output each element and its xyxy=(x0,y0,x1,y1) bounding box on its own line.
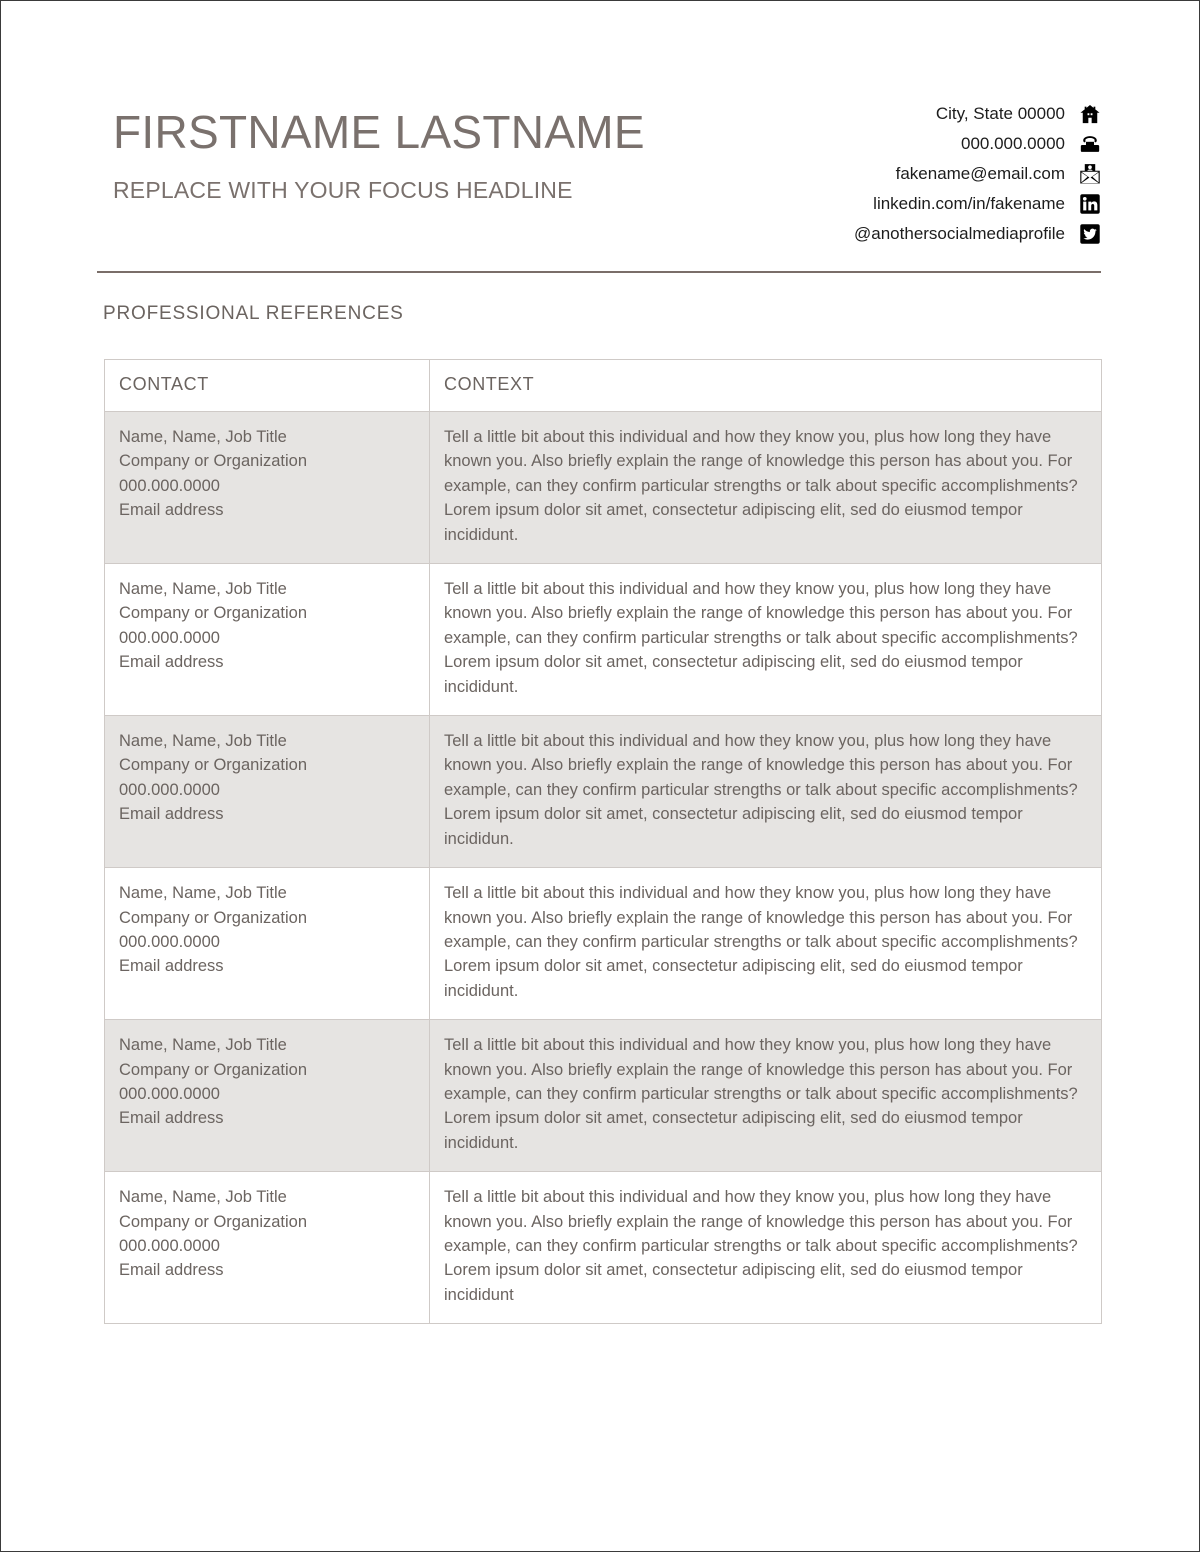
telephone-icon xyxy=(1079,133,1101,155)
column-header-context: CONTEXT xyxy=(430,360,1102,412)
table-row xyxy=(105,716,1102,868)
contact-phone: 000.000.0000 xyxy=(119,1084,220,1103)
contact-cell xyxy=(105,412,430,564)
table-row xyxy=(105,1020,1102,1172)
contact-twitter-text: @anothersocialmediaprofile xyxy=(854,224,1065,243)
contact-row-location xyxy=(936,101,1101,127)
context-cell: Tell a little bit about this individual and how they know you, plus how long they have known you. Also briefly explain the range of knowledge this person has about you. For example, can they confirm particular strengths or talk about specific accomplishments? Lorem ipsum dolor sit amet, consectetur adipiscing elit, sed do eiusmod tempor incididunt. xyxy=(430,412,1102,564)
contact-email: Email address xyxy=(119,1109,224,1128)
contact-company: Company or Organization xyxy=(119,756,308,775)
contact-row-linkedin xyxy=(873,191,1101,217)
section-title-professional-references: PROFESSIONAL REFERENCES xyxy=(103,303,404,324)
context-cell: Tell a little bit about this individual and how they know you, plus how long they have known you. Also briefly explain the range of knowledge this person has about you. For example, can they confirm particular strengths or talk about specific accomplishments? Lorem ipsum dolor sit amet, consectetur adipiscing elit, sed do eiusmod tempor incididunt. xyxy=(430,1020,1102,1172)
contact-name: Name, Name, Job Title xyxy=(119,1036,287,1055)
contact-email: Email address xyxy=(119,1261,224,1280)
table-row xyxy=(105,1172,1102,1324)
contact-phone: 000.000.0000 xyxy=(119,628,220,647)
contact-email: Email address xyxy=(119,653,224,672)
contact-cell xyxy=(105,564,430,716)
contact-email: Email address xyxy=(119,957,224,976)
contact-phone-text: 000.000.0000 xyxy=(961,134,1065,153)
context-cell: Tell a little bit about this individual and how they know you, plus how long they have known you. Also briefly explain the range of knowledge this person has about you. For example, can they confirm particular strengths or talk about specific accomplishments? Lorem ipsum dolor sit amet, consectetur adipiscing elit, sed do eiusmod tempor incididunt. xyxy=(430,564,1102,716)
contact-company: Company or Organization xyxy=(119,452,308,471)
contact-row-twitter xyxy=(854,221,1101,247)
column-header-contact: CONTACT xyxy=(105,360,430,412)
contact-phone: 000.000.0000 xyxy=(119,1236,220,1255)
contact-cell xyxy=(105,868,430,1020)
contact-email-text: fakename@email.com xyxy=(895,164,1065,183)
contact-company: Company or Organization xyxy=(119,1060,308,1079)
context-cell: Tell a little bit about this individual and how they know you, plus how long they have known you. Also briefly explain the range of knowledge this person has about you. For example, can they confirm particular strengths or talk about specific accomplishments? Lorem ipsum dolor sit amet, consectetur adipiscing elit, sed do eiusmod tempor incididun. xyxy=(430,716,1102,868)
contact-phone: 000.000.0000 xyxy=(119,780,220,799)
home-icon xyxy=(1079,103,1101,125)
name-block xyxy=(113,106,645,203)
contact-name: Name, Name, Job Title xyxy=(119,732,287,751)
table-row xyxy=(105,412,1102,564)
contact-cell xyxy=(105,1172,430,1324)
table-header xyxy=(105,360,1102,412)
contact-cell xyxy=(105,1020,430,1172)
context-cell: Tell a little bit about this individual and how they know you, plus how long they have known you. Also briefly explain the range of knowledge this person has about you. For example, can they confirm particular strengths or talk about specific accomplishments? Lorem ipsum dolor sit amet, consectetur adipiscing elit, sed do eiusmod tempor incididunt xyxy=(430,1172,1102,1324)
contact-company: Company or Organization xyxy=(119,604,308,623)
page-content xyxy=(97,1,1101,1304)
contact-row-phone xyxy=(961,131,1101,157)
contact-name: Name, Name, Job Title xyxy=(119,428,287,446)
linkedin-icon xyxy=(1079,193,1101,215)
context-cell: Tell a little bit about this individual and how they know you, plus how long they have known you. Also briefly explain the range of knowledge this person has about you. For example, can they confirm particular strengths or talk about specific accomplishments? Lorem ipsum dolor sit amet, consectetur adipiscing elit, sed do eiusmod tempor incididunt. xyxy=(430,868,1102,1020)
table-body xyxy=(105,412,1102,1324)
email-contact-icon xyxy=(1079,163,1101,185)
contact-linkedin-text: linkedin.com/in/fakename xyxy=(873,194,1065,213)
table-row xyxy=(105,868,1102,1020)
contact-phone: 000.000.0000 xyxy=(119,932,220,951)
contact-email: Email address xyxy=(119,501,224,520)
contact-email: Email address xyxy=(119,805,224,824)
focus-headline: REPLACE WITH YOUR FOCUS HEADLINE xyxy=(113,177,573,203)
contact-location-text: City, State 00000 xyxy=(935,104,1065,123)
contact-name: Name, Name, Job Title xyxy=(119,1188,287,1207)
twitter-icon xyxy=(1079,223,1101,245)
contact-cell xyxy=(105,716,430,868)
contact-name: Name, Name, Job Title xyxy=(119,580,287,599)
contact-phone: 000.000.0000 xyxy=(119,476,220,495)
contact-company: Company or Organization xyxy=(119,1212,308,1231)
table-header-row xyxy=(105,360,1102,412)
contact-company: Company or Organization xyxy=(119,908,308,927)
professional-references-table xyxy=(104,359,1102,1324)
page-title: FIRSTNAME LASTNAME xyxy=(113,106,645,158)
header-divider xyxy=(97,271,1101,273)
contact-name: Name, Name, Job Title xyxy=(119,884,287,903)
contact-row-email xyxy=(896,161,1101,187)
table-row xyxy=(105,564,1102,716)
contact-info-block xyxy=(854,101,1101,247)
document-header xyxy=(97,1,1101,243)
